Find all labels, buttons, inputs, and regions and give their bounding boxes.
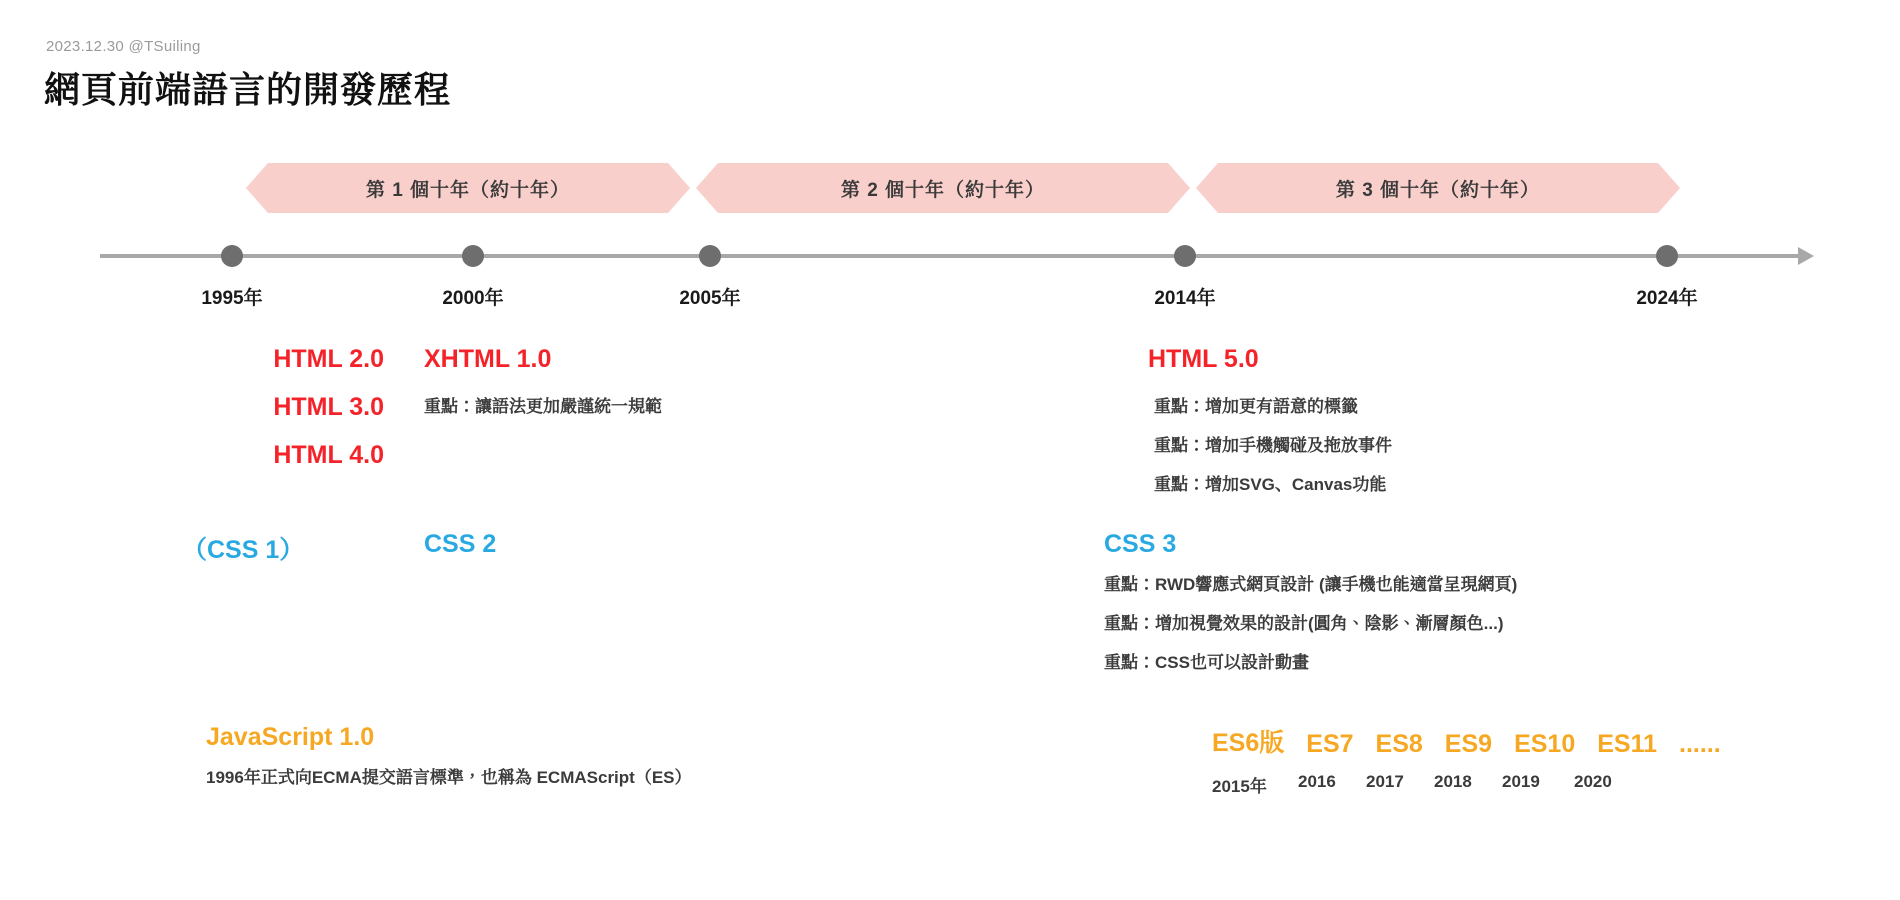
- es-version-row: [1212, 723, 1721, 759]
- html5-note-3: 重點：增加SVG、Canvas功能: [1154, 475, 1387, 494]
- timeline-arrow-icon: [1798, 247, 1814, 265]
- xhtml-note: 重點：讓語法更加嚴謹統一規範: [424, 397, 662, 416]
- css3-note-1: 重點：RWD響應式網頁設計 (讓手機也能適當呈現網頁): [1104, 575, 1518, 594]
- html-1995-group: [0, 335, 384, 479]
- timeline-dot-1995: [221, 245, 243, 267]
- html-2-0-title: HTML 2.0: [273, 345, 384, 373]
- css-2-title: CSS 2: [424, 530, 497, 558]
- timeline-label-2000: 2000年: [442, 288, 504, 309]
- html5-note-2: 重點：增加手機觸碰及拖放事件: [1154, 436, 1392, 455]
- decade-band-3: [1218, 163, 1658, 213]
- xhtml-1-0-title: XHTML 1.0: [424, 345, 552, 373]
- javascript-note: 1996年正式向ECMA提交語言標準，也稱為 ECMAScript（ES）: [206, 768, 692, 787]
- meta-line: 2023.12.30 @TSuiling: [46, 38, 201, 55]
- timeline-label-1995: 1995年: [201, 288, 263, 309]
- css-3-title: CSS 3: [1104, 530, 1177, 558]
- xhtml-group: [424, 335, 662, 426]
- timeline-dot-2000: [462, 245, 484, 267]
- timeline-dot-2014: [1174, 245, 1196, 267]
- html-5-0-title: HTML 5.0: [1148, 345, 1259, 373]
- html-3-0-title: HTML 3.0: [273, 393, 384, 421]
- timeline-axis: [100, 254, 1800, 258]
- timeline-label-2014: 2014年: [1154, 288, 1216, 309]
- decade-band-3-label: 第 3 個十年（約十年）: [1335, 179, 1541, 201]
- decade-band-1-label: 第 1 個十年（約十年）: [365, 179, 571, 201]
- es-year-2018: 2018: [1434, 772, 1472, 791]
- css1-group: [182, 530, 304, 566]
- es-version-es10: ES10: [1514, 730, 1576, 758]
- es-version-es11: ES11: [1597, 730, 1658, 758]
- timeline-dot-2005: [699, 245, 721, 267]
- decade-band-2: [718, 163, 1168, 213]
- javascript-1-0-title: JavaScript 1.0: [206, 723, 375, 751]
- html-4-0-title: HTML 4.0: [273, 441, 384, 469]
- css3-note-3: 重點：CSS也可以設計動畫: [1104, 653, 1309, 672]
- timeline-label-2005: 2005年: [679, 288, 741, 309]
- es-version-ellipsis: ......: [1679, 730, 1721, 758]
- html5-note-1: 重點：增加更有語意的標籤: [1154, 397, 1358, 416]
- javascript-group: [206, 723, 692, 797]
- es-year-2019: 2019: [1502, 772, 1540, 791]
- es-year-2017: 2017: [1366, 772, 1404, 791]
- es-year-2016: 2016: [1298, 772, 1336, 791]
- page-title: 網頁前端語言的開發歷程: [44, 69, 452, 110]
- timeline-dot-2024: [1656, 245, 1678, 267]
- css2-group: [424, 530, 496, 559]
- css3-note-2: 重點：增加視覺效果的設計(圓角、陰影、漸層顏色...): [1104, 614, 1504, 633]
- es-version-es6: ES6版: [1212, 729, 1285, 757]
- css3-group: [1104, 530, 1517, 682]
- es-year-2015: 2015年: [1212, 777, 1267, 796]
- decade-band-1: [268, 163, 668, 213]
- es-version-es7: ES7: [1306, 730, 1354, 758]
- css-1-title: （CSS 1）: [182, 536, 305, 564]
- timeline-label-2024: 2024年: [1636, 288, 1698, 309]
- es-year-row: [1212, 772, 1626, 797]
- es-version-es9: ES9: [1444, 730, 1493, 758]
- html5-group: [1148, 335, 1392, 504]
- es-year-2020: 2020: [1574, 772, 1612, 791]
- es-version-es8: ES8: [1375, 730, 1423, 758]
- decade-band-2-label: 第 2 個十年（約十年）: [840, 179, 1046, 201]
